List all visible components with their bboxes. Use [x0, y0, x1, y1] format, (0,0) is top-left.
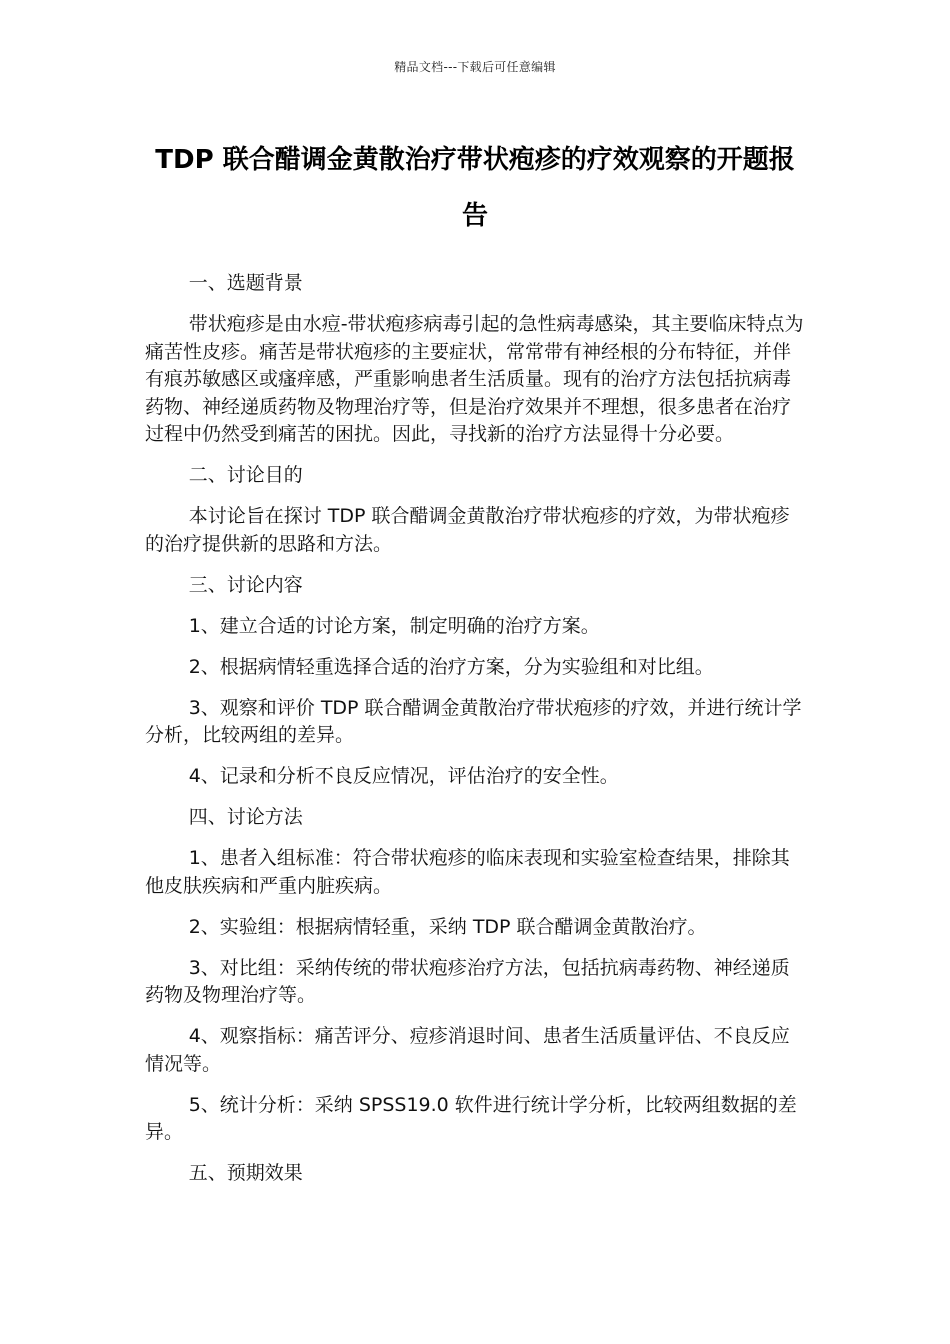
background-paragraph: 带状疱疹是由水痘-带状疱疹病毒引起的急性病毒感染，其主要临床特点为痛苦性皮疹。痛苦是带状疱疹的主要症状，常常带有神经根的分布特征，并伴有痕苏敏感区或瘙痒感，严重影响患者生活质量。现有的治疗方法包括抗病毒药物、神经递质药物及物理治疗等，但是治疗效果并不理想，很多患者在治疗过程中仍然受到痛苦的困扰。因此，寻找新的治疗方法显得十分必要。	[145, 313, 804, 445]
purpose-paragraph: 本讨论旨在探讨 TDP 联合醋调金黄散治疗带状疱疹的疗效，为带状疱疹的治疗提供新的思路和方法。	[145, 505, 790, 555]
content-item: 4、记录和分析不良反应情况，评估治疗的安全性。	[188, 765, 619, 787]
method-item: 4、观察指标：痛苦评分、痘疹消退时间、患者生活质量评估、不良反应情况等。	[145, 1025, 790, 1075]
section-heading-expected-results: 五、预期效果	[188, 1162, 303, 1184]
header-note: 精品文档---下载后可任意编辑	[394, 60, 556, 74]
content-item: 2、根据病情轻重选择合适的治疗方案，分为实验组和对比组。	[188, 655, 714, 678]
section-heading-purpose: 二、讨论目的	[188, 464, 303, 486]
content-item: 1、建立合适的讨论方案，制定明确的治疗方案。	[188, 614, 600, 637]
method-item: 5、统计分析：采纳 SPSS19.0 软件进行统计学分析，比较两组数据的差异。	[145, 1093, 797, 1143]
document-body	[145, 270, 807, 1201]
method-item: 2、实验组：根据病情轻重，采纳 TDP 联合醋调金黄散治疗。	[188, 915, 707, 938]
method-item: 3、对比组：采纳传统的带状疱疹治疗方法，包括抗病毒药物、神经递质药物及物理治疗等。	[145, 956, 790, 1006]
content-item: 3、观察和评价 TDP 联合醋调金黄散治疗带状疱疹的疗效，并进行统计学分析，比较两组的差异。	[145, 696, 802, 746]
method-item: 1、患者入组标准：符合带状疱疹的临床表现和实验室检查结果，排除其他皮肤疾病和严重内脏疾病。	[145, 847, 790, 897]
section-heading-content: 三、讨论内容	[188, 573, 303, 596]
section-heading-background: 一、选题背景	[188, 272, 303, 294]
document-title: TDP 联合醋调金黄散治疗带状疱疹的疗效观察的开题报告	[155, 145, 795, 231]
section-heading-methods: 四、讨论方法	[188, 806, 303, 828]
